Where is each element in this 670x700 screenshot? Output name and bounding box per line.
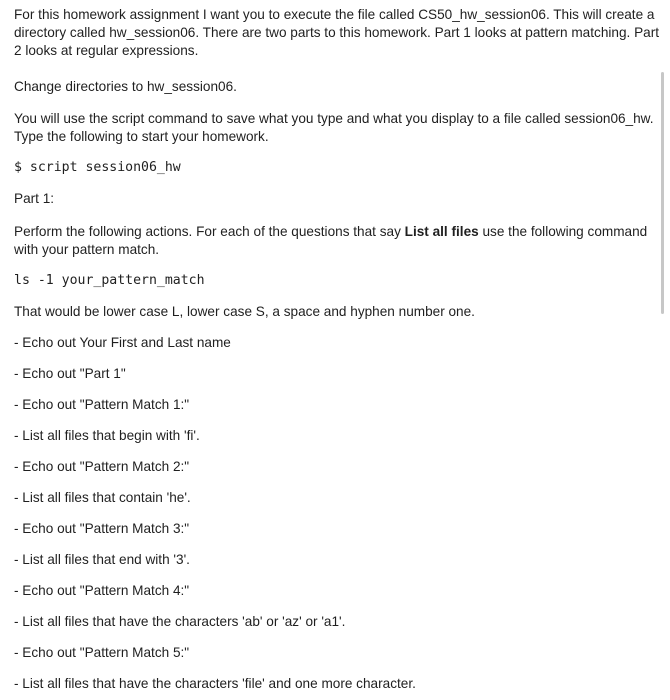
list-item: - List all files that have the characters 'ab' or 'az' or 'a1'. (14, 614, 346, 629)
list-item: - Echo out "Pattern Match 1:" (14, 397, 190, 412)
vertical-scrollbar[interactable] (661, 72, 664, 314)
task-list (14, 334, 659, 693)
change-directory-text: Change directories to hw_session06. (14, 79, 237, 94)
list-item: - Echo out "Part 1" (14, 366, 126, 381)
part1-heading: Part 1: (14, 191, 55, 206)
ls-command: ls -1 your_pattern_match (14, 273, 205, 288)
intro-paragraph: For this homework assignment I want you to execute the file called CS50_hw_session06. This will create a directory called hw_session06. There are two parts to this homework. Part 1 looks at pattern matching. Part 2 looks at regular expressions. (14, 7, 660, 58)
list-item: - List all files that end with '3'. (14, 552, 190, 567)
list-all-files-emphasis: List all files (404, 224, 479, 239)
homework-document (14, 6, 659, 693)
instructions-text-before: Perform the following actions. For each of the questions that say (14, 224, 405, 239)
list-item: - List all files that have the characters 'file' and one more character. (14, 676, 416, 691)
list-item: - Echo out "Pattern Match 5:" (14, 645, 190, 660)
list-item: - Echo out "Pattern Match 4:" (14, 583, 190, 598)
list-item: - Echo out "Pattern Match 3:" (14, 521, 190, 536)
ls-explanation: That would be lower case L, lower case S, a space and hyphen number one. (14, 304, 475, 319)
instructions-text-after: use the following command with your pattern match. (14, 224, 648, 257)
list-item: - List all files that contain 'he'. (14, 490, 191, 505)
list-item: - Echo out Your First and Last name (14, 335, 231, 350)
list-item: - Echo out "Pattern Match 2:" (14, 459, 190, 474)
script-command: $ script session06_hw (14, 160, 181, 175)
script-intro-paragraph: You will use the script command to save what you type and what you display to a file called session06_hw. Type the following to start your homework. (14, 111, 654, 144)
instructions-paragraph (14, 223, 659, 259)
list-item: - List all files that begin with 'fi'. (14, 428, 200, 443)
